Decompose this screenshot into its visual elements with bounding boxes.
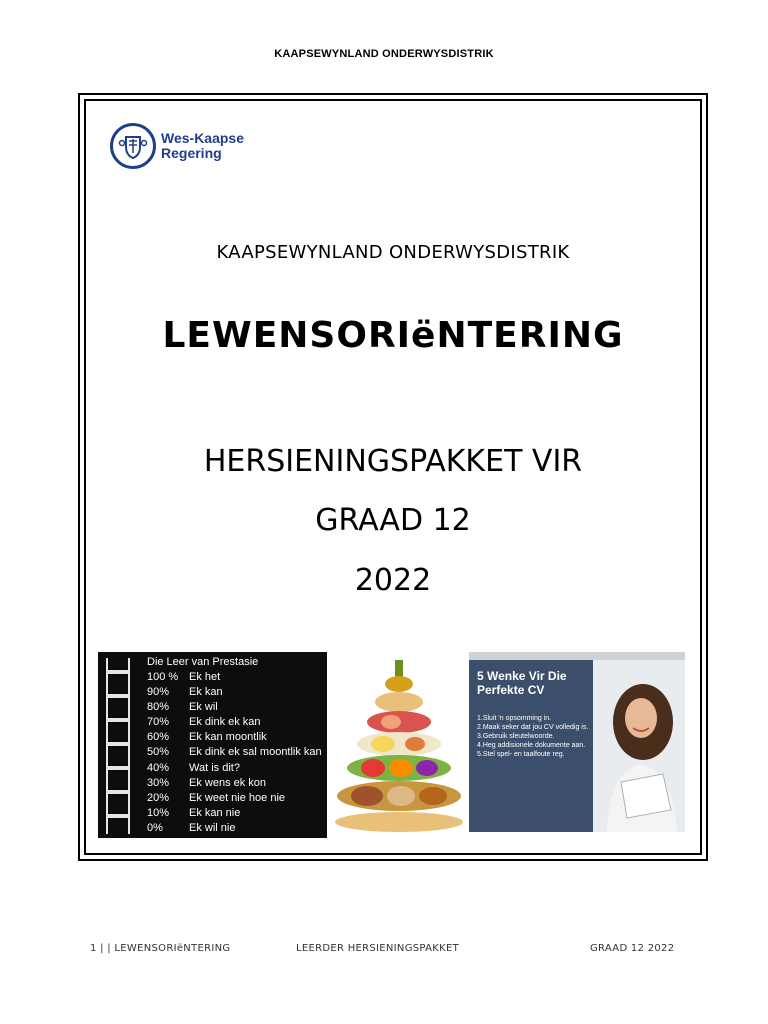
- cover-frame: [78, 93, 708, 861]
- district-title: KAAPSEWYNLAND ONDERWYSDISTRIK: [216, 242, 570, 263]
- cover-frame-inner: [84, 99, 702, 855]
- ladder-of-achievement-image: [98, 652, 327, 838]
- wes-kaapse-regering-logo: [110, 123, 244, 169]
- cv-tip: 2.Maak seker dat jou CV volledig is.: [477, 723, 589, 731]
- ladder-list: [147, 670, 322, 836]
- woman-photo: [593, 660, 685, 832]
- subtitle-line-2: GRAAD 12: [315, 503, 471, 538]
- food-pyramid-image: [331, 656, 469, 838]
- cv-tips-list: [477, 715, 589, 760]
- cv-tip: 3.Gebruik sleutelwoorde.: [477, 732, 555, 740]
- footer-doc-label: LEERDER HERSIENINGSPAKKET: [296, 943, 459, 954]
- logo-line-2: Regering: [161, 145, 222, 161]
- ladder-row: 60% Ek kan moontlik: [147, 731, 267, 744]
- cv-tips-image: [469, 652, 685, 832]
- running-header: KAAPSEWYNLAND ONDERWYSDISTRIK: [274, 48, 494, 60]
- ladder-row: 90% Ek kan: [147, 686, 223, 699]
- ladder-row: 80% Ek wil: [147, 701, 218, 714]
- cv-tip: 5.Stel spel- en taalfoute reg.: [477, 750, 565, 758]
- subtitle-line-1: HERSIENINGSPAKKET VIR: [203, 444, 583, 479]
- footer-grade-label: GRAAD 12 2022: [590, 943, 675, 954]
- coat-of-arms-icon: [110, 123, 156, 169]
- ladder-row: 100 % Ek het: [147, 671, 221, 683]
- ladder-row: 10% Ek kan nie: [147, 806, 241, 819]
- cv-tip: 1.Sluit 'n opsomming in.: [477, 715, 552, 722]
- ladder-icon: [106, 658, 130, 834]
- ladder-row: 50% Ek dink ek sal moontlik kan: [147, 746, 322, 759]
- ladder-row: 0% Ek wil nie: [147, 821, 236, 834]
- cv-tip: 4.Heg addisionele dokumente aan.: [477, 741, 586, 749]
- cv-tips-card: [469, 660, 593, 832]
- subject-title: LEWENSORIëNTERING: [162, 315, 624, 356]
- cv-tips-title: 5 Wenke Vir Die Perfekte CV: [477, 669, 567, 697]
- ladder-heading: Die Leer van Prestasie: [147, 656, 259, 668]
- ladder-row: 30% Ek wens ek kon: [147, 776, 267, 789]
- footer-page-label: 1 | | LEWENSORIëNTERING: [90, 943, 231, 954]
- cover-year: 2022: [354, 563, 432, 598]
- ladder-row: 40% Wat is dit?: [147, 761, 240, 774]
- logo-line-1: Wes-Kaapse: [161, 130, 245, 146]
- ladder-row: 70% Ek dink ek kan: [147, 716, 261, 729]
- ladder-row: 20% Ek weet nie hoe nie: [147, 791, 286, 804]
